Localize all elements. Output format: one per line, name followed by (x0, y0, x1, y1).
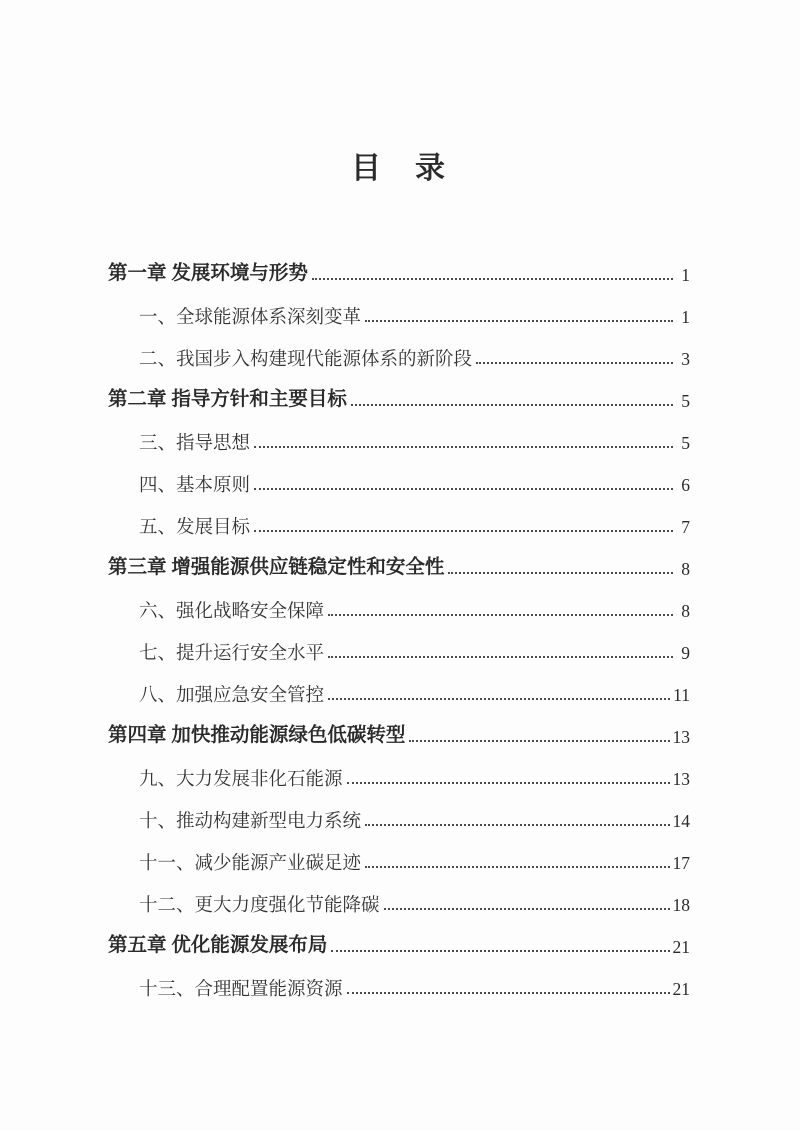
toc-entry (108, 621, 690, 663)
toc-entry (108, 915, 690, 957)
toc-list (108, 243, 690, 999)
dot-leader (351, 404, 673, 406)
dot-leader (476, 362, 673, 364)
toc-entry-label: 第五章 优化能源发展布局 (108, 934, 328, 956)
dot-leader (448, 572, 673, 574)
toc-entry (108, 495, 690, 537)
toc-entry-label: 一、全球能源体系深刻变革 (139, 305, 362, 327)
toc-entry-label: 第二章 指导方针和主要目标 (108, 388, 347, 410)
toc-entry-label: 第三章 增强能源供应链稳定性和安全性 (108, 556, 445, 578)
dot-leader (409, 740, 669, 742)
toc-entry-page: 11 (673, 684, 690, 705)
toc-entry-page: 5 (681, 390, 690, 411)
toc-entry-label: 九、大力发展非化石能源 (139, 767, 343, 789)
toc-entry (108, 579, 690, 621)
toc-entry-page: 21 (672, 936, 690, 957)
toc-entry-page: 8 (681, 558, 690, 579)
dot-leader (347, 992, 670, 994)
toc-entry (108, 453, 690, 495)
toc-entry (108, 831, 690, 873)
toc-entry-page: 13 (672, 726, 690, 747)
toc-entry-page: 8 (681, 600, 690, 621)
toc-entry (108, 873, 690, 915)
toc-entry-page: 1 (681, 306, 690, 327)
toc-entry-page: 3 (681, 348, 690, 369)
toc-entry (108, 957, 690, 999)
toc-entry-page: 13 (672, 768, 690, 789)
dot-leader (254, 530, 673, 532)
toc-entry-page: 7 (681, 516, 690, 537)
dot-leader (365, 320, 673, 322)
toc-entry-label: 第一章 发展环境与形势 (108, 262, 308, 284)
toc-entry (108, 537, 690, 579)
toc-entry-page: 21 (672, 978, 690, 999)
toc-entry-page: 18 (672, 894, 690, 915)
toc-entry-label: 十三、合理配置能源资源 (139, 977, 343, 999)
dot-leader (347, 782, 670, 784)
toc-entry (108, 411, 690, 453)
page-title: 目 录 (351, 152, 447, 185)
toc-entry-page: 1 (681, 264, 690, 285)
toc-entry (108, 789, 690, 831)
toc-entry-page: 17 (672, 852, 690, 873)
toc-entry (108, 327, 690, 369)
toc-entry-page: 9 (681, 642, 690, 663)
toc-entry-label: 八、加强应急安全管控 (139, 683, 325, 705)
toc-entry-label: 五、发展目标 (139, 515, 251, 537)
toc-entry-page: 5 (681, 432, 690, 453)
toc-entry-page: 6 (681, 474, 690, 495)
toc-entry-label: 二、我国步入构建现代能源体系的新阶段 (139, 347, 473, 369)
dot-leader (254, 488, 673, 490)
toc-entry (108, 369, 690, 411)
dot-leader (328, 698, 670, 700)
toc-entry (108, 285, 690, 327)
dot-leader (328, 614, 673, 616)
toc-entry (108, 747, 690, 789)
dot-leader (365, 824, 669, 826)
dot-leader (254, 446, 673, 448)
toc-entry-label: 十、推动构建新型电力系统 (139, 809, 362, 831)
toc-entry-page: 14 (672, 810, 690, 831)
toc-entry-label: 六、强化战略安全保障 (139, 599, 325, 621)
toc-entry-label: 七、提升运行安全水平 (139, 641, 325, 663)
dot-leader (328, 656, 673, 658)
toc-entry-label: 十二、更大力度强化节能降碳 (139, 893, 380, 915)
toc-entry-label: 十一、减少能源产业碳足迹 (139, 851, 362, 873)
toc-entry-label: 四、基本原则 (139, 473, 251, 495)
toc-entry-label: 第四章 加快推动能源绿色低碳转型 (108, 724, 406, 746)
dot-leader (312, 278, 673, 280)
toc-entry (108, 705, 690, 747)
dot-leader (331, 950, 669, 952)
toc-entry (108, 243, 690, 285)
dot-leader (365, 866, 669, 868)
toc-entry (108, 663, 690, 705)
toc-entry-label: 三、指导思想 (139, 431, 251, 453)
dot-leader (384, 908, 670, 910)
